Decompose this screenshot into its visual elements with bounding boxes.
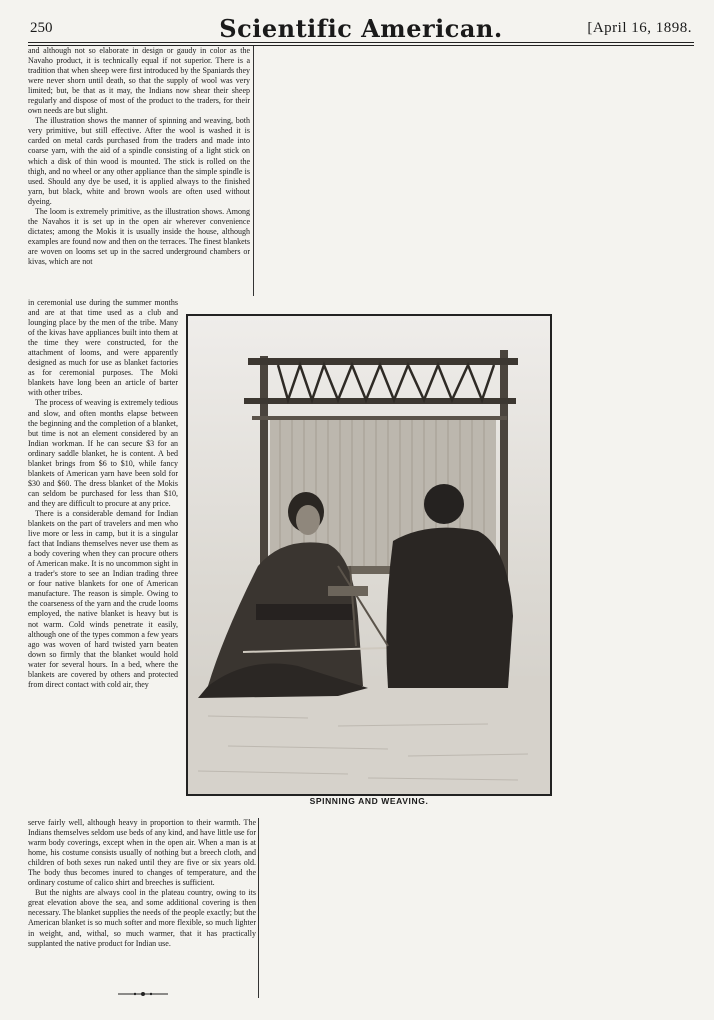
article-paragraph: and although not so elaborate in design or gaudy in color as the Navaho product, it is technically equal if not superior. There is a tradition that when sheep were first introduced by the Spaniards they were never shorn until death, so that the supply of wool was very limited; but, be that as it may, the Indians now shear their sheep regularly and dispose of most of the product to the traders, for their own needs are but slight. [28, 46, 250, 116]
article-paragraph: But the nights are always cool in the plateau country, owing to its great elevation above the sea, and some additional covering is then necessary. The blanket supplies the needs of the people exactly; but the American blanket is so much softer and more flexible, so much lighter in weight, and, withal, so much warmer, that it has practically supplanted the native product for Indian use. [28, 888, 256, 948]
article-paragraph: serve fairly well, although heavy in proportion to their warmth. The Indians themselves seldom use beds of any kind, and have little use for warm body coverings, except when in the open air. When a man is at home, his costume consists usually of nothing but a breech cloth, and children of both sexes run naked until they are five or six years old. The body thus becomes inured to changes of temperature, and the ordinary costume of calico shirt and breeches is sufficient. [28, 818, 256, 888]
article-paragraph: in ceremonial use during the summer months and are at that time used as a club and lounging place by the men of the tribe. Many of the kivas have appliances built into them at the time they were constructed, for the attachment of looms, and were apparently designed as much for use as blanket factories as for ceremonial purposes. The Moki blankets have long been an article of barter with other tribes. [28, 298, 178, 398]
article-block-top [28, 46, 250, 267]
page-header [28, 14, 694, 44]
illustration-spinning-weaving [186, 314, 552, 796]
article-paragraph: The illustration shows the manner of spinning and weaving, both very primitive, but still effective. After the wool is washed it is carded on metal cards purchased from the traders and made into coarse yarn, with the aid of a spindle consisting of a light stick on which a disk of thin wood is mounted. The stick is rolled on the thigh, and no wheel or any other appliance than the simple spindle is used. Should any dye be used, it is applied always to the finished yarn, but black, white and brown wools are often used without dyeing. [28, 116, 250, 206]
masthead-title: Scientific American. [219, 14, 503, 43]
column-divider [258, 818, 259, 998]
issue-date: [April 16, 1898. [587, 20, 692, 36]
article-paragraph: The process of weaving is extremely tedious and slow, and often months elapse between the beginning and the completion of a blanket, but time is not an element considered by an Indian workman. If he can secure $3 for an ordinary saddle blanket, he is content. A bed blanket brings from $6 to $10, while fancy blankets of American yarn have been sold for $30 and $60. The dress blanket of the Mokis can seldom be purchased for less than $10, and they are difficult to procure at any price. [28, 398, 178, 508]
figure-caption: SPINNING AND WEAVING. [309, 796, 429, 806]
header-rule [28, 42, 694, 43]
article-paragraph: The loom is extremely primitive, as the illustration shows. Among the Navahos it is set up in the open air wherever convenience dictates; among the Mokis it is usually inside the house, although examples are found now and then on the terraces. The finest blankets are woven on looms set up in the sacred underground chambers or kivas, which are not [28, 206, 250, 266]
article-block-narrow [28, 298, 178, 690]
article-end-ornament [118, 991, 168, 997]
loom-photograph [188, 316, 550, 794]
page-number: 250 [30, 20, 53, 36]
article-block-bottom [28, 818, 256, 949]
column-divider [253, 46, 254, 296]
article-paragraph: There is a considerable demand for Indian blankets on the part of travelers and men who live more or less in camp, but it is a singular fact that Indians themselves never use them as a body covering when they can procure others of American make. It is no uncommon sight in a trader's store to see an Indian trading three or four native blankets for one of American manufacture. The reason is simple. Owing to the coarseness of the yarn and the crude looms employed, the native blanket is heavy but is not warm. Cold winds penetrate it easily, although one of the types common a few years ago was woven of hard twisted yarn beaten down so firmly that the blanket would hold water for several hours. In a bed, where the blankets are covered by others and protected from direct contact with cold air, they [28, 508, 178, 689]
